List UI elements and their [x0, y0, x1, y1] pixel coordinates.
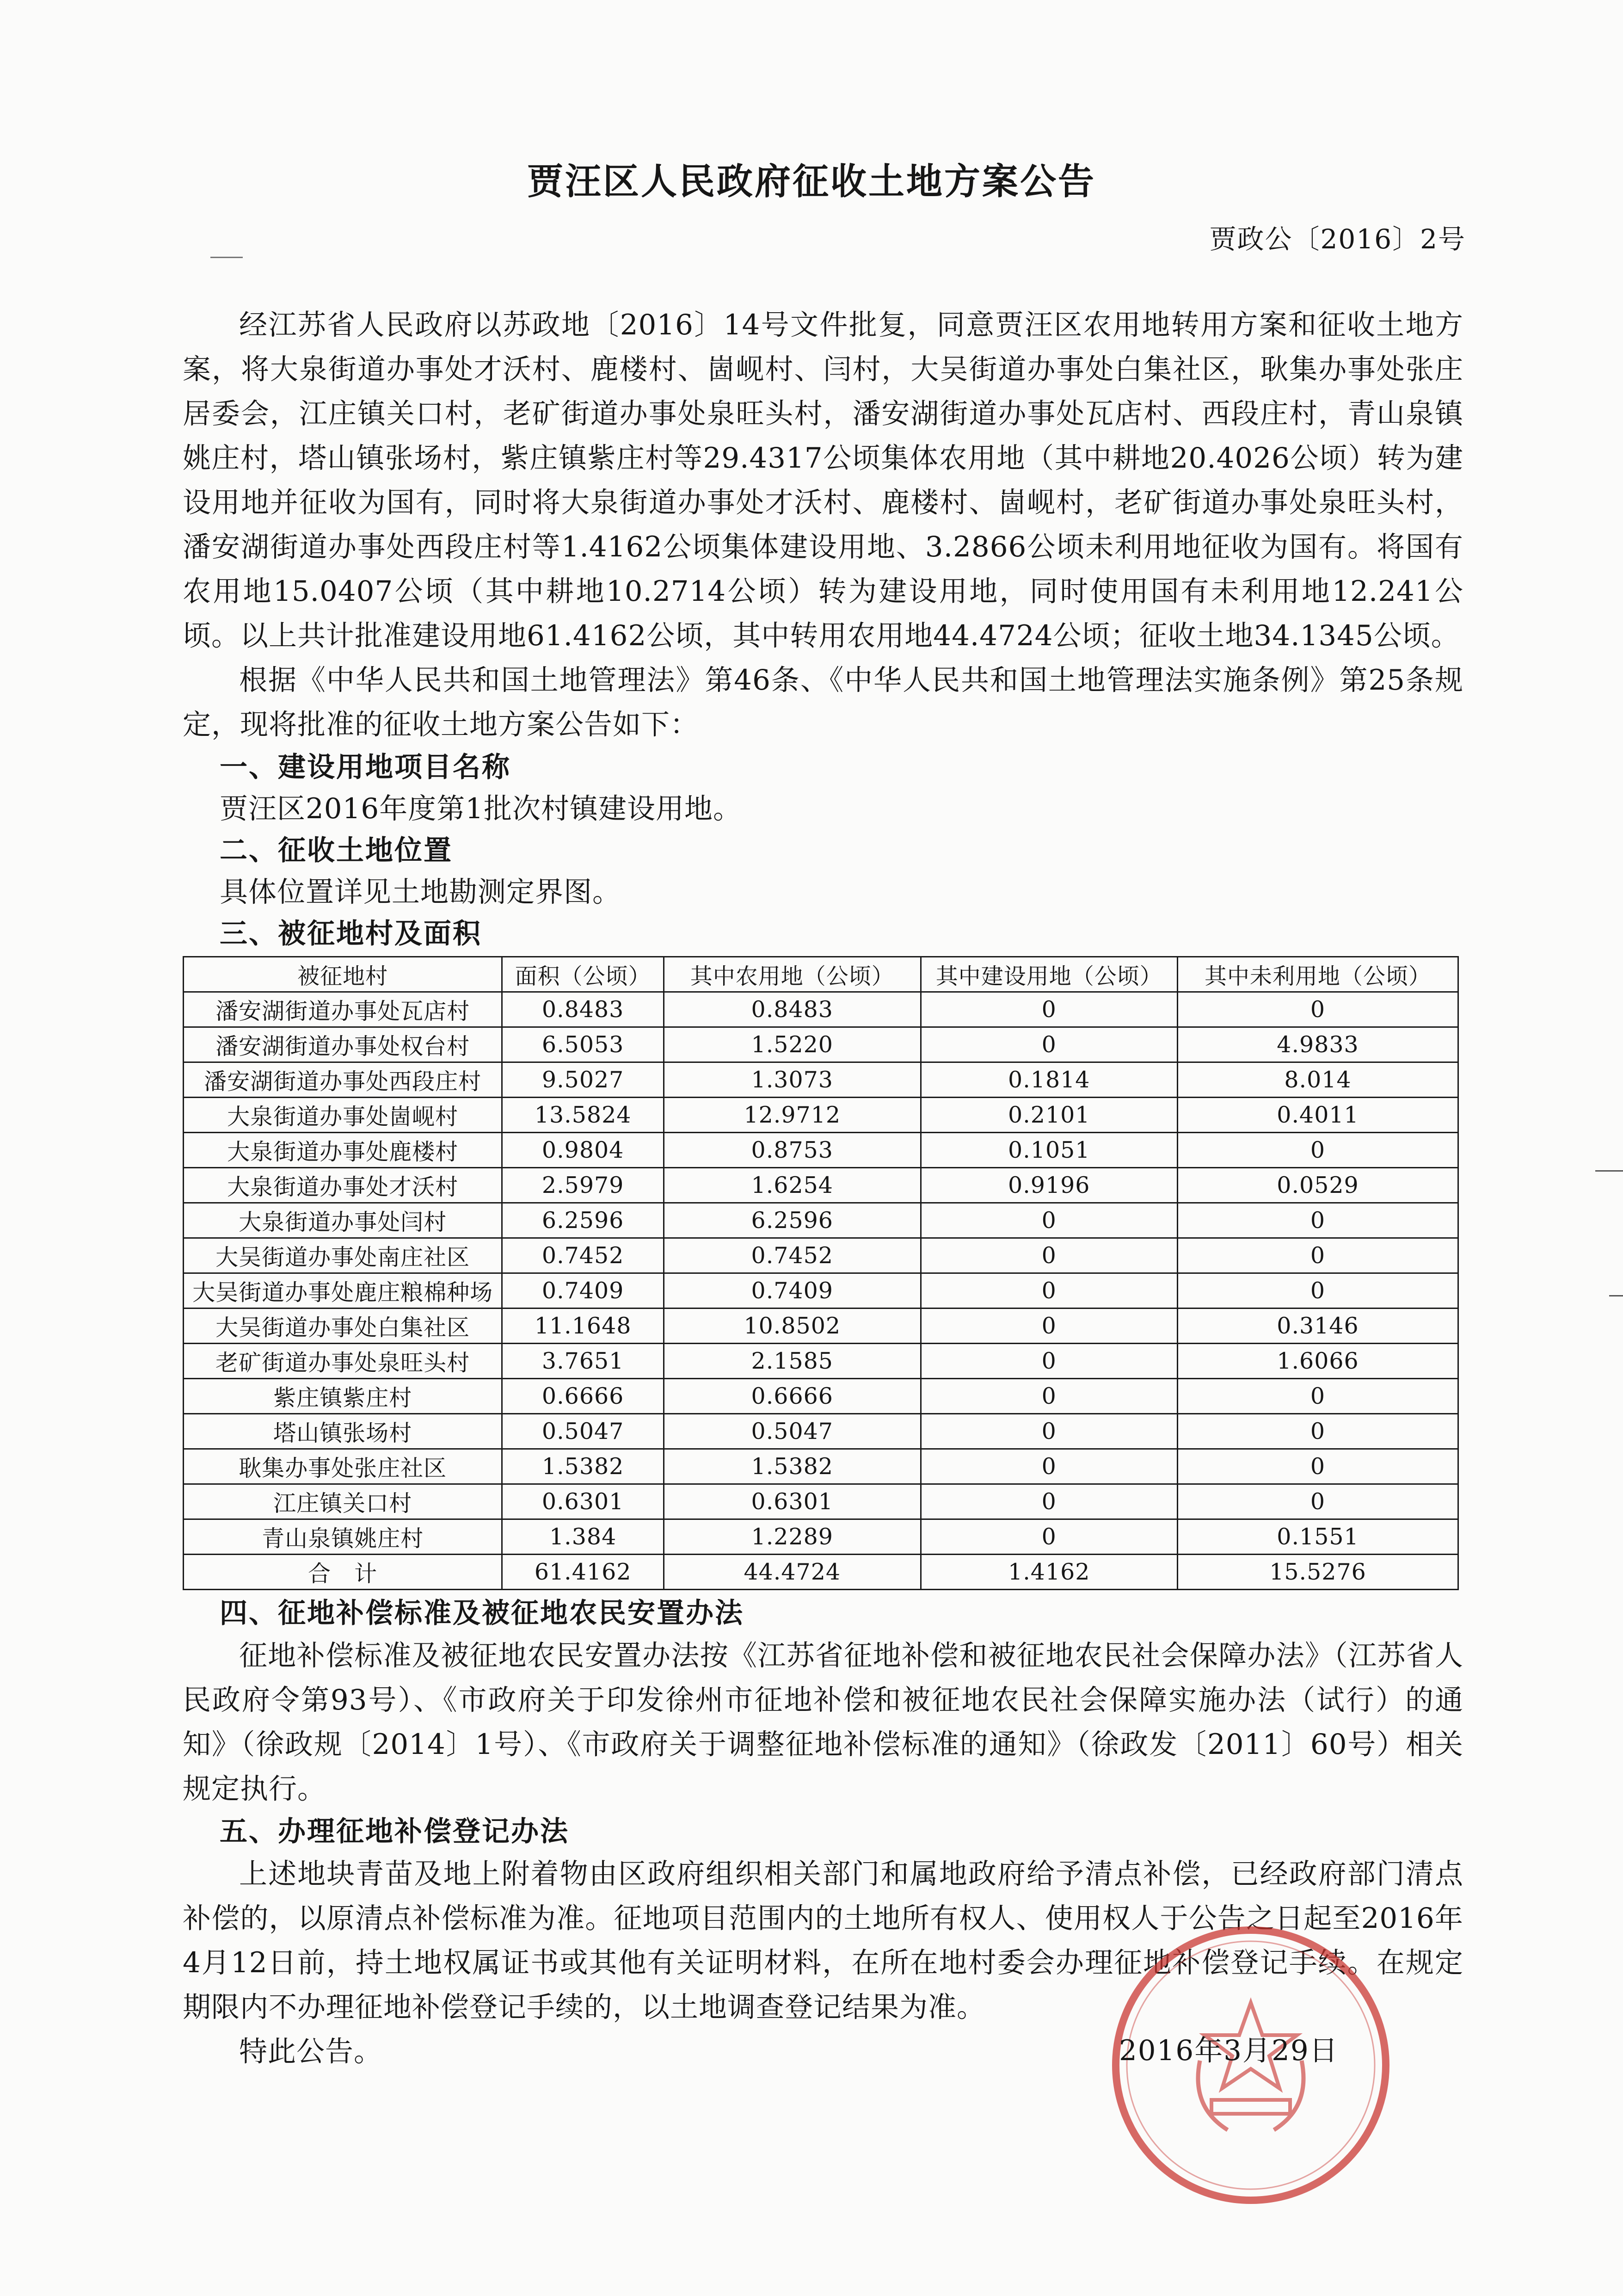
cell-agricultural: 1.2289	[664, 1519, 921, 1555]
intro-paragraph-1: 经江苏省人民政府以苏政地〔2016〕14号文件批复，同意贾汪区农用地转用方案和征收土地方案，将大泉街道办事处才沃村、鹿楼村、崮岘村、闫村，大吴街道办事处白集社区，耿集办事处张庄居委会，江庄镇关口村，老矿街道办事处泉旺头村，潘安湖街道办事处瓦店村、西段庄村，青山泉镇姚庄村，塔山镇张场村，紫庄镇紫庄村等29.4317公顷集体农用地（其中耕地20.4026公顷）转为建设用地并征收为国有，同时将大泉街道办事处才沃村、鹿楼村、崮岘村，老矿街道办事处泉旺头村，潘安湖街道办事处西段庄村等1.4162公顷集体建设用地、3.2866公顷未利用地征收为国有。将国有农用地15.0407公顷（其中耕地10.2714公顷）转为建设用地，同时使用国有未利用地12.241公顷。以上共计批准建设用地61.4162公顷，其中转用农用地44.4724公顷；征收土地34.1345公顷。	[183, 309, 1463, 652]
cell-village: 大泉街道办事处崮岘村	[184, 1098, 502, 1133]
table-row	[184, 1449, 1458, 1484]
table-body	[184, 992, 1458, 1590]
cell-agricultural: 1.6254	[664, 1168, 921, 1203]
cell-area: 0.7452	[502, 1238, 664, 1273]
document-body	[183, 303, 1463, 2074]
cell-construction: 0.2101	[921, 1098, 1178, 1133]
section-heading-project-name: 一、建设用地项目名称	[220, 751, 511, 784]
table-row	[184, 1027, 1458, 1062]
cell-village: 大泉街道办事处鹿楼村	[184, 1133, 502, 1168]
cell-area: 0.6301	[502, 1484, 664, 1519]
cell-unused: 0	[1178, 992, 1458, 1027]
scan-edge-mark	[1595, 1170, 1623, 1172]
cell-area: 11.1648	[502, 1308, 664, 1344]
cell-agricultural: 1.5220	[664, 1027, 921, 1062]
issue-date: 2016年3月29日	[1119, 2034, 1339, 2067]
cell-agricultural: 44.4724	[664, 1555, 921, 1590]
cell-construction: 0.1051	[921, 1133, 1178, 1168]
cell-construction: 0	[921, 992, 1178, 1027]
cell-unused: 15.5276	[1178, 1555, 1458, 1590]
cell-area: 1.384	[502, 1519, 664, 1555]
cell-unused: 0	[1178, 1449, 1458, 1484]
cell-agricultural: 0.8483	[664, 992, 921, 1027]
cell-village: 潘安湖街道办事处权台村	[184, 1027, 502, 1062]
table-row	[184, 1168, 1458, 1203]
cell-construction: 1.4162	[921, 1555, 1178, 1590]
section-heading-compensation: 四、征地补偿标准及被征地农民安置办法	[220, 1597, 744, 1629]
cell-area: 6.2596	[502, 1203, 664, 1238]
cell-construction: 0	[921, 1273, 1178, 1308]
cell-agricultural: 1.3073	[664, 1062, 921, 1098]
cell-area: 0.8483	[502, 992, 664, 1027]
cell-area: 1.5382	[502, 1449, 664, 1484]
cell-unused: 0.0529	[1178, 1168, 1458, 1203]
cell-agricultural: 0.7452	[664, 1238, 921, 1273]
cell-village: 大泉街道办事处才沃村	[184, 1168, 502, 1203]
section-heading-villages-area: 三、被征地村及面积	[220, 918, 482, 950]
cell-construction: 0	[921, 1308, 1178, 1344]
cell-unused: 0	[1178, 1414, 1458, 1449]
cell-unused: 4.9833	[1178, 1027, 1458, 1062]
cell-agricultural: 0.5047	[664, 1414, 921, 1449]
cell-agricultural: 10.8502	[664, 1308, 921, 1344]
cell-agricultural: 0.7409	[664, 1273, 921, 1308]
cell-construction: 0	[921, 1484, 1178, 1519]
cell-area: 0.9804	[502, 1133, 664, 1168]
table-row	[184, 1519, 1458, 1555]
cell-unused: 0	[1178, 1133, 1458, 1168]
cell-construction: 0	[921, 1238, 1178, 1273]
land-location-text: 具体位置详见土地勘测定界图。	[220, 876, 621, 908]
table-row	[184, 1344, 1458, 1379]
closing-text: 特此公告。	[239, 2035, 383, 2068]
compensation-text: 征地补偿标准及被征地农民安置办法按《江苏省征地补偿和被征地农民社会保障办法》（江苏省人民政府令第93号）、《市政府关于印发徐州市征地补偿和被征地农民社会保障实施办法（试行）的通知》（徐政规〔2014〕1号）、《市政府关于调整征地补偿标准的通知》（徐政发〔2011〕60号）相关规定执行。	[183, 1639, 1463, 1805]
cell-unused: 0	[1178, 1484, 1458, 1519]
column-header-unused: 其中未利用地（公顷）	[1178, 957, 1458, 992]
cell-unused: 0	[1178, 1379, 1458, 1414]
document-title: 贾汪区人民政府征收土地方案公告	[527, 161, 1096, 203]
cell-agricultural: 6.2596	[664, 1203, 921, 1238]
table-row	[184, 992, 1458, 1027]
table-total-row	[184, 1555, 1458, 1590]
table-row	[184, 1379, 1458, 1414]
cell-agricultural: 0.6666	[664, 1379, 921, 1414]
cell-unused: 1.6066	[1178, 1344, 1458, 1379]
cell-village: 大吴街道办事处白集社区	[184, 1308, 502, 1344]
cell-agricultural: 12.9712	[664, 1098, 921, 1133]
column-header-area: 面积（公顷）	[502, 957, 664, 992]
cell-agricultural: 2.1585	[664, 1344, 921, 1379]
cell-unused: 0.3146	[1178, 1308, 1458, 1344]
cell-village: 紫庄镇紫庄村	[184, 1379, 502, 1414]
column-header-agricultural: 其中农用地（公顷）	[664, 957, 921, 992]
intro-paragraph-2: 根据《中华人民共和国土地管理法》第46条、《中华人民共和国土地管理法实施条例》第25条规定，现将批准的征收土地方案公告如下：	[183, 664, 1463, 741]
cell-village: 江庄镇关口村	[184, 1484, 502, 1519]
cell-construction: 0.1814	[921, 1062, 1178, 1098]
cell-area: 13.5824	[502, 1098, 664, 1133]
scan-edge-mark	[1609, 1295, 1623, 1296]
section-heading-land-location: 二、征收土地位置	[220, 834, 453, 867]
table-header-row	[184, 957, 1458, 992]
cell-area: 3.7651	[502, 1344, 664, 1379]
cell-agricultural: 0.6301	[664, 1484, 921, 1519]
cell-village: 大吴街道办事处鹿庄粮棉种场	[184, 1273, 502, 1308]
cell-unused: 0.1551	[1178, 1519, 1458, 1555]
cell-village: 潘安湖街道办事处西段庄村	[184, 1062, 502, 1098]
table-row	[184, 1308, 1458, 1344]
cell-agricultural: 0.8753	[664, 1133, 921, 1168]
cell-agricultural: 1.5382	[664, 1449, 921, 1484]
section-heading-registration: 五、办理征地补偿登记办法	[220, 1815, 569, 1848]
cell-village: 青山泉镇姚庄村	[184, 1519, 502, 1555]
cell-village: 老矿街道办事处泉旺头村	[184, 1344, 502, 1379]
cell-unused: 0	[1178, 1273, 1458, 1308]
cell-construction: 0	[921, 1379, 1178, 1414]
cell-village: 塔山镇张场村	[184, 1414, 502, 1449]
table-row	[184, 1414, 1458, 1449]
column-header-construction: 其中建设用地（公顷）	[921, 957, 1178, 992]
table-row	[184, 1062, 1458, 1098]
table-row	[184, 1133, 1458, 1168]
cell-construction: 0	[921, 1414, 1178, 1449]
cell-area: 0.6666	[502, 1379, 664, 1414]
document-number: 贾政公〔2016〕2号	[1209, 223, 1466, 255]
land-area-table	[183, 956, 1459, 1590]
cell-village: 潘安湖街道办事处瓦店村	[184, 992, 502, 1027]
cell-area: 6.5053	[502, 1027, 664, 1062]
cell-construction: 0	[921, 1519, 1178, 1555]
cell-construction: 0	[921, 1344, 1178, 1379]
cell-area: 9.5027	[502, 1062, 664, 1098]
table-row	[184, 1238, 1458, 1273]
cell-area: 0.7409	[502, 1273, 664, 1308]
table-row	[184, 1098, 1458, 1133]
cell-area: 61.4162	[502, 1555, 664, 1590]
cell-area: 0.5047	[502, 1414, 664, 1449]
registration-text: 上述地块青苗及地上附着物由区政府组织相关部门和属地政府给予清点补偿，已经政府部门清点补偿的，以原清点补偿标准为准。征地项目范围内的土地所有权人、使用权人于公告之日起至2016年4月12日前，持土地权属证书或其他有关证明材料，在所在地村委会办理征地补偿登记手续。在规定期限内不办理征地补偿登记手续的，以土地调查登记结果为准。	[183, 1858, 1463, 2024]
cell-unused: 0.4011	[1178, 1098, 1458, 1133]
cell-construction: 0	[921, 1449, 1178, 1484]
column-header-village: 被征地村	[184, 957, 502, 992]
cell-village: 耿集办事处张庄社区	[184, 1449, 502, 1484]
cell-village: 合 计	[184, 1555, 502, 1590]
cell-area: 2.5979	[502, 1168, 664, 1203]
cell-construction: 0	[921, 1203, 1178, 1238]
table-row	[184, 1273, 1458, 1308]
table-row	[184, 1484, 1458, 1519]
cell-village: 大泉街道办事处闫村	[184, 1203, 502, 1238]
cell-construction: 0	[921, 1027, 1178, 1062]
cell-unused: 0	[1178, 1203, 1458, 1238]
cell-unused: 0	[1178, 1238, 1458, 1273]
cell-village: 大吴街道办事处南庄社区	[184, 1238, 502, 1273]
project-name-text: 贾汪区2016年度第1批次村镇建设用地。	[220, 792, 742, 825]
cell-construction: 0.9196	[921, 1168, 1178, 1203]
cell-unused: 8.014	[1178, 1062, 1458, 1098]
table-row	[184, 1203, 1458, 1238]
scan-mark	[210, 257, 243, 258]
